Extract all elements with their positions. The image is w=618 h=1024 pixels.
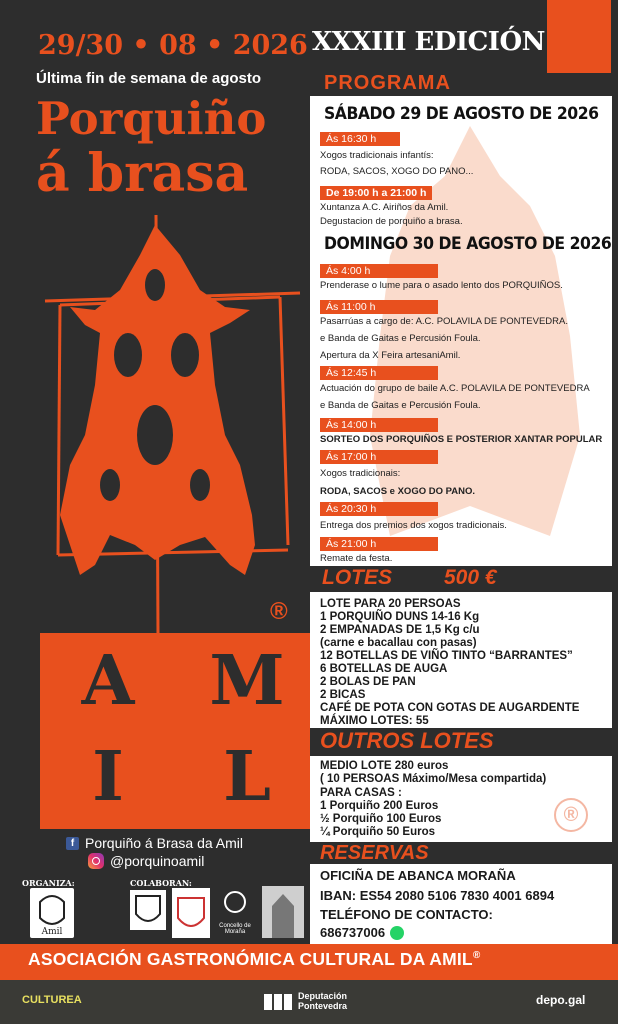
lote-item: 2 EMPANADAS DE 1,5 Kg c/u: [320, 624, 480, 636]
organizer-logo-icon: [30, 888, 74, 938]
event-line: Degustacion de porquiño a brasa.: [320, 216, 463, 227]
event-time: Ás 21:00 h: [320, 537, 438, 551]
sponsor-depo: depo.gal: [536, 993, 586, 1007]
lote-item: MÁXIMO LOTES: 55: [320, 715, 429, 727]
event-line: Xogos tradicionais infantís:: [320, 150, 434, 161]
sponsor-culturea: CULTUREA: [22, 994, 82, 1006]
deputacion-line-1: Deputación: [298, 991, 348, 1001]
event-time: Ás 16:30 h: [320, 132, 400, 146]
lotes-heading: LOTES: [322, 566, 393, 589]
organiza-label: ORGANIZA:: [22, 878, 75, 888]
event-line: SORTEO DOS PORQUIÑOS E POSTERIOR XANTAR POPULAR: [320, 434, 603, 445]
sponsor-deputacion: [298, 992, 347, 1012]
reservas-iban: IBAN: ES54 2080 5106 7830 4001 6894: [320, 888, 555, 903]
event-line: RODA, SACOS, XOGO DO PANO...: [320, 166, 474, 177]
concello-icon: [216, 888, 254, 918]
sunday-heading: DOMINGO 30 DE AGOSTO DE 2026: [324, 234, 612, 254]
reservas-bank: OFICIÑA DE ABANCA MORAÑA: [320, 868, 516, 883]
whatsapp-icon: [390, 926, 404, 940]
logo-letter-a: A: [81, 641, 135, 721]
event-line: Pasarrúas a cargo de: A.C. POLAVILA DE PONTEVEDRA.: [320, 316, 568, 327]
event-time: Ás 20:30 h: [320, 502, 438, 516]
lote-item: 12 BOTELLAS DE VIÑO TINTO “BARRANTES”: [320, 650, 573, 662]
association-registered: ®: [472, 950, 481, 962]
amil-logo: [40, 633, 310, 829]
lote-item: 1 PORQUIÑO DUNS 14-16 Kg: [320, 611, 480, 623]
lote-item: (carne e bacallau con pasas): [320, 637, 477, 649]
svg-text:Amil: Amil: [41, 927, 63, 937]
outros-item: MEDIO LOTE 280 euros: [320, 760, 449, 772]
edition-label: XXXIII EDICIÓN: [312, 27, 545, 57]
event-line: Actuación do grupo de baile A.C. POLAVILA DE PONTEVEDRA: [320, 383, 590, 394]
registered-watermark: ®: [554, 798, 588, 832]
lotes-panel: [310, 592, 612, 728]
registered-mark: ®: [270, 598, 288, 625]
event-line: Apertura da X Feira artesaniAmil.: [320, 350, 461, 361]
colaboran-label: COLABORAN:: [130, 878, 192, 888]
event-line: Xuntanza A.C. Airiños da Amil.: [320, 202, 449, 213]
event-line: RODA, SACOS e XOGO DO PANO.: [320, 486, 476, 497]
reservas-phone-label: TELÉFONO DE CONTACTO:: [320, 907, 493, 922]
concello-logo: [216, 888, 254, 934]
saturday-heading: SÁBADO 29 DE AGOSTO DE 2026: [324, 104, 599, 124]
roast-pig-illustration: [40, 215, 310, 635]
outros-item: 1 Porquiño 200 Euros: [320, 800, 439, 812]
event-line: Prenderase o lume para o asado lento dos PORQUIÑOS.: [320, 280, 563, 291]
logo-letter-l: L: [223, 737, 271, 817]
event-time: Ás 4:00 h: [320, 264, 438, 278]
deputacion-logo-icon: [264, 992, 294, 1012]
event-time: De 19:00 h a 21:00 h: [320, 186, 432, 200]
lote-item: LOTE PARA 20 PERSOAS: [320, 598, 461, 610]
facebook-link[interactable]: [66, 835, 243, 851]
facebook-icon: f: [66, 837, 79, 850]
top-accent-box: [547, 0, 611, 73]
coat-of-arms-icon: [130, 890, 166, 930]
event-dates: 29/30 • 08 • 2026: [38, 30, 308, 61]
event-line: e Banda de Gaitas e Percusión Foula.: [320, 333, 481, 344]
outros-item: PARA CASAS :: [320, 787, 402, 799]
concello-label: Concello de Moraña: [219, 923, 251, 935]
lote-item: 2 BOLAS DE PAN: [320, 676, 416, 688]
event-line: e Banda de Gaitas e Percusión Foula.: [320, 400, 481, 411]
instagram-icon: [88, 853, 104, 869]
community-shield-icon: [172, 888, 210, 938]
church-photo-icon: [262, 886, 304, 938]
instagram-link[interactable]: [88, 853, 204, 869]
logo-letter-m: M: [209, 641, 285, 721]
association-label: ASOCIACIÓN GASTRONÓMICA CULTURAL DA AMIL: [28, 949, 473, 969]
lotes-price: 500 €: [444, 566, 497, 589]
title-line-2: á brasa: [36, 143, 249, 204]
outros-panel: [310, 756, 612, 842]
deputacion-line-2: Pontevedra: [298, 1000, 348, 1011]
programa-heading: PROGRAMA: [324, 72, 451, 94]
event-line: Xogos tradicionais:: [320, 468, 401, 479]
lote-item: 2 BICAS: [320, 689, 366, 701]
lote-item: 6 BOTELLAS DE AUGA: [320, 663, 448, 675]
event-line: Entrega dos premios dos xogos tradicionais.: [320, 520, 507, 531]
logo-letter-i: I: [92, 737, 124, 817]
event-time: Ás 11:00 h: [320, 300, 438, 314]
instagram-label: @porquinoamil: [110, 853, 205, 869]
reservas-heading: RESERVAS: [320, 842, 429, 864]
sponsor-strip: [0, 980, 618, 1024]
event-subtitle: Última fin de semana de agosto: [36, 70, 262, 87]
event-time: Ás 12:45 h: [320, 366, 438, 380]
event-time: Ás 17:00 h: [320, 450, 438, 464]
event-line: Remate da festa.: [320, 553, 393, 564]
outros-heading: OUTROS LOTES: [320, 728, 494, 753]
outros-item: ½ Porquiño 100 Euros: [320, 813, 442, 825]
outros-item: ( 10 PERSOAS Máximo/Mesa compartida): [320, 773, 547, 785]
event-time: Ás 14:00 h: [320, 418, 438, 432]
facebook-label: Porquiño á Brasa da Amil: [85, 835, 243, 851]
reservas-phone[interactable]: 686737006: [320, 925, 386, 940]
reservas-panel: [310, 864, 612, 944]
outros-item: ¼ Porquiño 50 Euros: [320, 826, 436, 838]
association-name: [28, 949, 480, 970]
lote-item: CAFÉ DE POTA CON GOTAS DE AUGARDENTE: [320, 702, 580, 714]
program-panel: [310, 96, 612, 566]
title-line-1: Porquiño: [36, 92, 267, 145]
